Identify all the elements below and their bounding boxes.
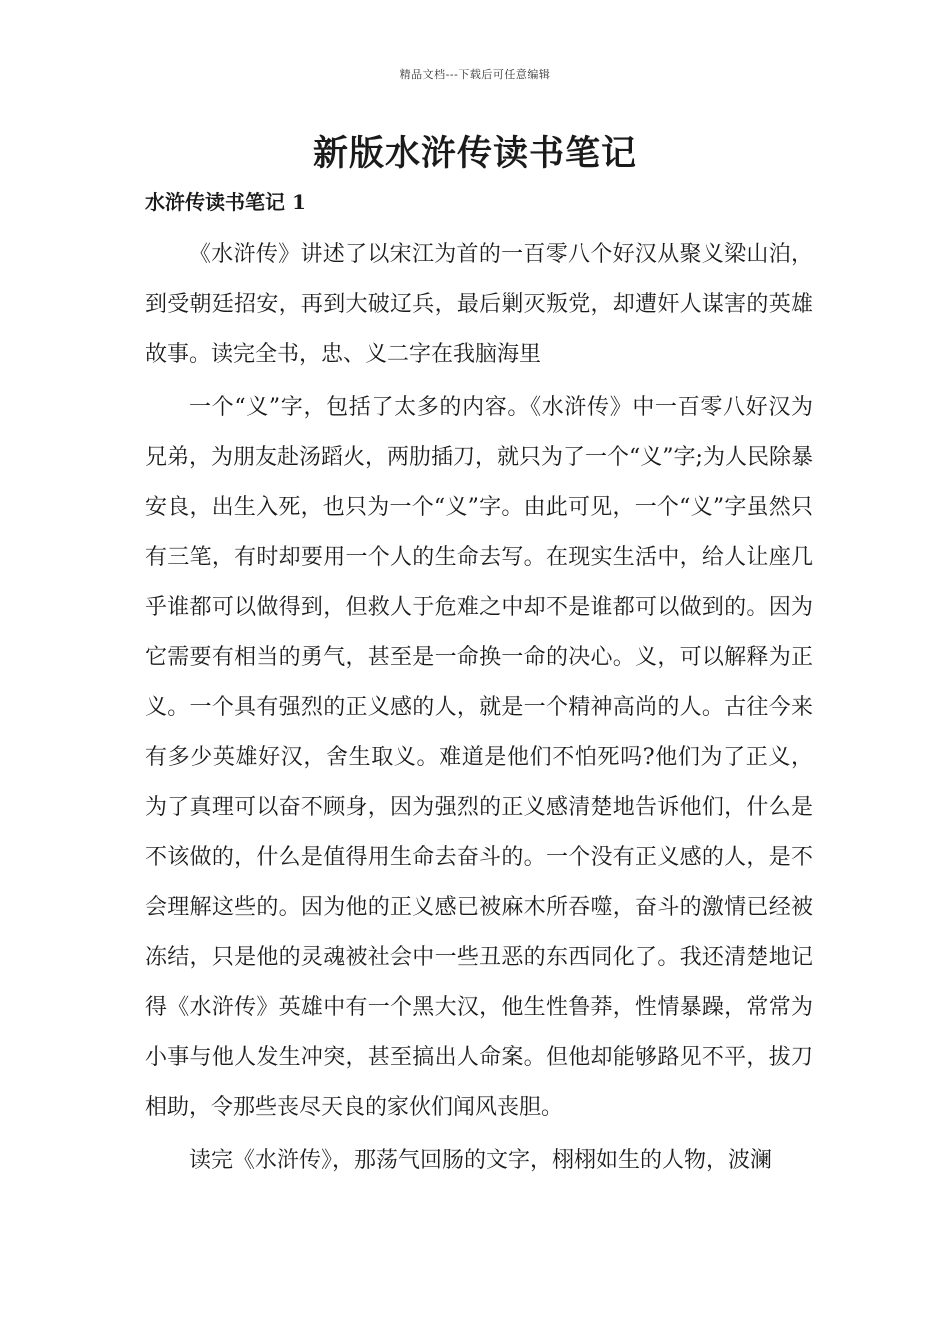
section-heading: 水浒传读书笔记 1 <box>145 190 306 214</box>
header-note: 精品文档---下载后可任意编辑 <box>399 68 551 81</box>
document-body <box>145 230 813 1189</box>
document-title: 新版水浒传读书笔记 <box>312 134 637 174</box>
paragraph-righteousness: 一个“义”字，包括了太多的内容。《水浒传》中一百零八好汉为兄弟，为朋友赴汤蹈火，两肋插刀，就只为了一个“义”字;为人民除暴安良，出生入死，也只为一个“义”字。由此可见，一个“义”字虽然只有三笔，有时却要用一个人的生命去写。在现实生活中，给人让座几乎谁都可以做得到，但救人于危难之中却不是谁都可以做到的。因为它需要有相当的勇气，甚至是一命换一命的决心。义，可以解释为正义。一个具有强烈的正义感的人，就是一个精神高尚的人。古往今来有多少英雄好汉，舍生取义。难道是他们不怕死吗?他们为了正义，为了真理可以奋不顾身，因为强烈的正义感清楚地告诉他们，什么是不该做的，什么是值得用生命去奋斗的。一个没有正义感的人，是不会理解这些的。因为他的正义感已被麻木所吞噬，奋斗的激情已经被冻结，只是他的灵魂被社会中一些丑恶的东西同化了。我还清楚地记得《水浒传》英雄中有一个黑大汉，他生性鲁莽，性情暴躁，常常为小事与他人发生冲突，甚至搞出人命案。但他却能够路见不平，拔刀相助，令那些丧尽天良的家伙们闻风丧胆。 <box>145 395 813 1120</box>
paragraph-conclusion: 读完《水浒传》，那荡气回肠的文字，栩栩如生的人物，波澜 <box>189 1148 773 1173</box>
paragraph-intro: 《水浒传》讲述了以宋江为首的一百零八个好汉从聚义梁山泊，到受朝廷招安，再到大破辽兵，最后剿灭叛党，却遭奸人谋害的英雄故事。读完全书，忠、义二字在我脑海里 <box>145 242 813 367</box>
